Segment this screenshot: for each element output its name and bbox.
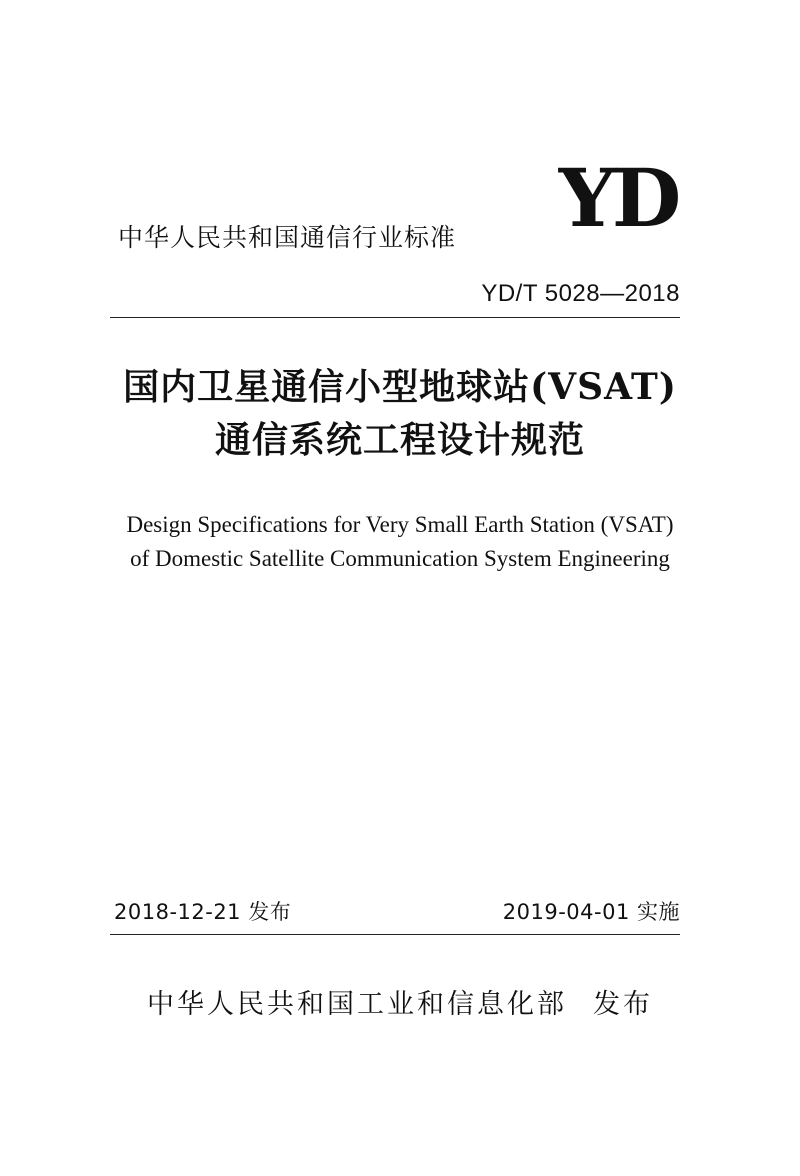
title-zh-line2: 通信系统工程设计规范	[214, 419, 585, 461]
yd-logo: YD	[558, 151, 678, 245]
effective-date: 2019-04-01 实施	[502, 900, 680, 924]
title-en-line2: of Domestic Satellite Communication System Engineering	[130, 546, 670, 571]
standard-number: YD/T 5028—2018	[481, 280, 680, 307]
title-en-line1: Design Specifications for Very Small Earth Station (VSAT)	[126, 512, 674, 537]
issue-date: 2018-12-21 发布	[114, 900, 292, 924]
publisher-line	[0, 985, 800, 1025]
top-divider	[110, 317, 680, 318]
bottom-divider	[110, 934, 680, 935]
standard-series-label: 中华人民共和国通信行业标准	[118, 223, 457, 252]
publisher-action: 发布	[593, 989, 653, 1020]
publisher-org: 中华人民共和国工业和信息化部	[147, 989, 567, 1020]
title-zh-line1: 国内卫星通信小型地球站(VSAT)	[123, 366, 677, 408]
